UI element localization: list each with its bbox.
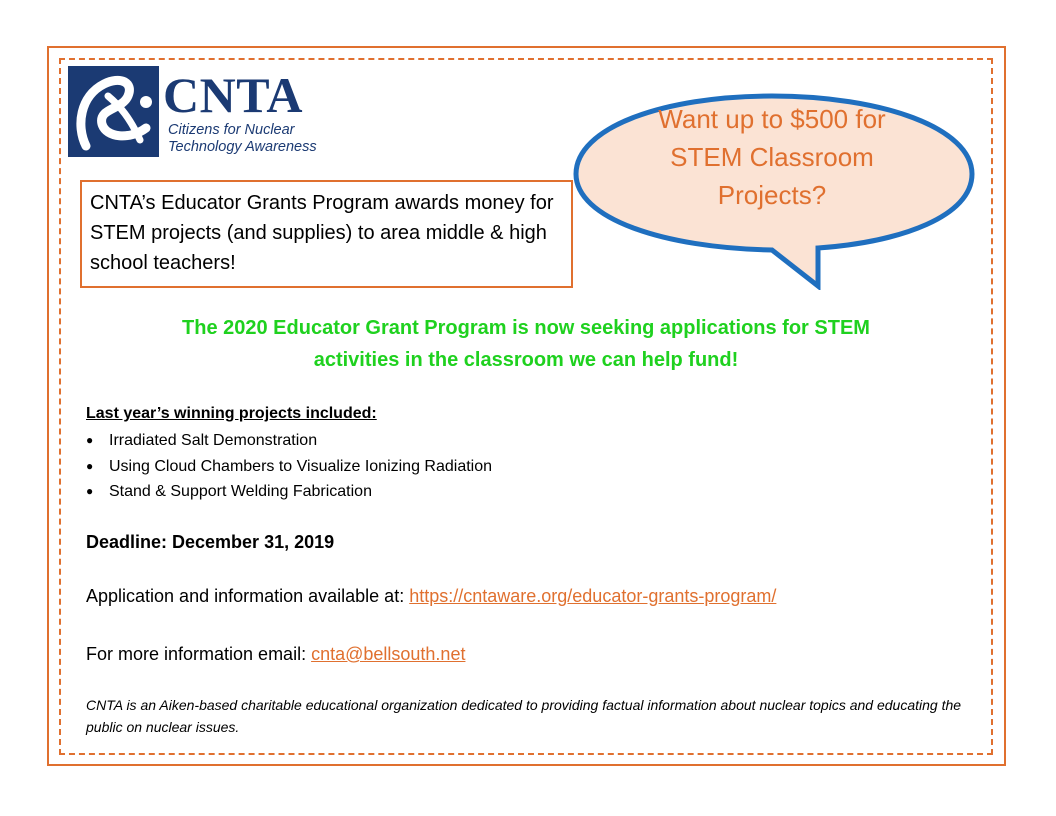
list-item-text: Using Cloud Chambers to Visualize Ionizing Radiation bbox=[109, 457, 493, 475]
logo-tagline-line2: Technology Awareness bbox=[168, 139, 317, 155]
projects-title: Last year’s winning projects included: bbox=[86, 405, 377, 422]
list-item bbox=[86, 479, 492, 505]
cnta-logo-mark-icon bbox=[68, 66, 159, 157]
application-line bbox=[86, 584, 776, 608]
logo-tagline-line1: Citizens for Nuclear bbox=[168, 122, 295, 138]
application-link[interactable]: https://cntaware.org/educator-grants-program/ bbox=[409, 586, 777, 606]
bullet-icon: ● bbox=[86, 458, 94, 473]
footer-note: CNTA is an Aiken-based charitable educational organization dedicated to providing factual information about nuclear topics and educating the public on nuclear issues. bbox=[86, 697, 962, 735]
list-item bbox=[86, 454, 492, 480]
bullet-icon: ● bbox=[86, 433, 94, 447]
logo-tagline bbox=[168, 122, 317, 156]
application-label: Application and information available at: bbox=[86, 586, 410, 606]
list-item-text: Irradiated Salt Demonstration bbox=[109, 432, 318, 449]
contact-line bbox=[86, 642, 465, 666]
bubble-line2: STEM Classroom bbox=[670, 142, 874, 172]
headline bbox=[86, 312, 966, 376]
list-item-text: Stand & Support Welding Fabrication bbox=[109, 483, 372, 500]
bubble-line3: Projects? bbox=[717, 180, 827, 210]
contact-label: For more information email: bbox=[86, 644, 312, 664]
headline-line1: The 2020 Educator Grant Program is now seeking applications for STEM bbox=[182, 317, 870, 339]
headline-line2: activities in the classroom we can help fund! bbox=[313, 349, 739, 371]
bubble-text bbox=[612, 100, 932, 214]
deadline: Deadline: December 31, 2019 bbox=[86, 532, 335, 552]
cnta-logo bbox=[68, 66, 330, 157]
contact-email-link[interactable]: cnta@bellsouth.net bbox=[311, 644, 466, 664]
bullet-icon: ● bbox=[86, 484, 94, 498]
bubble-line1: Want up to $500 for bbox=[658, 104, 886, 134]
list-item bbox=[86, 428, 492, 454]
projects-list bbox=[86, 428, 492, 505]
intro-text-box: CNTA’s Educator Grants Program awards money for STEM projects (and supplies) to area middle & high school teachers! bbox=[80, 180, 573, 288]
logo-name: CNTA bbox=[163, 67, 303, 123]
